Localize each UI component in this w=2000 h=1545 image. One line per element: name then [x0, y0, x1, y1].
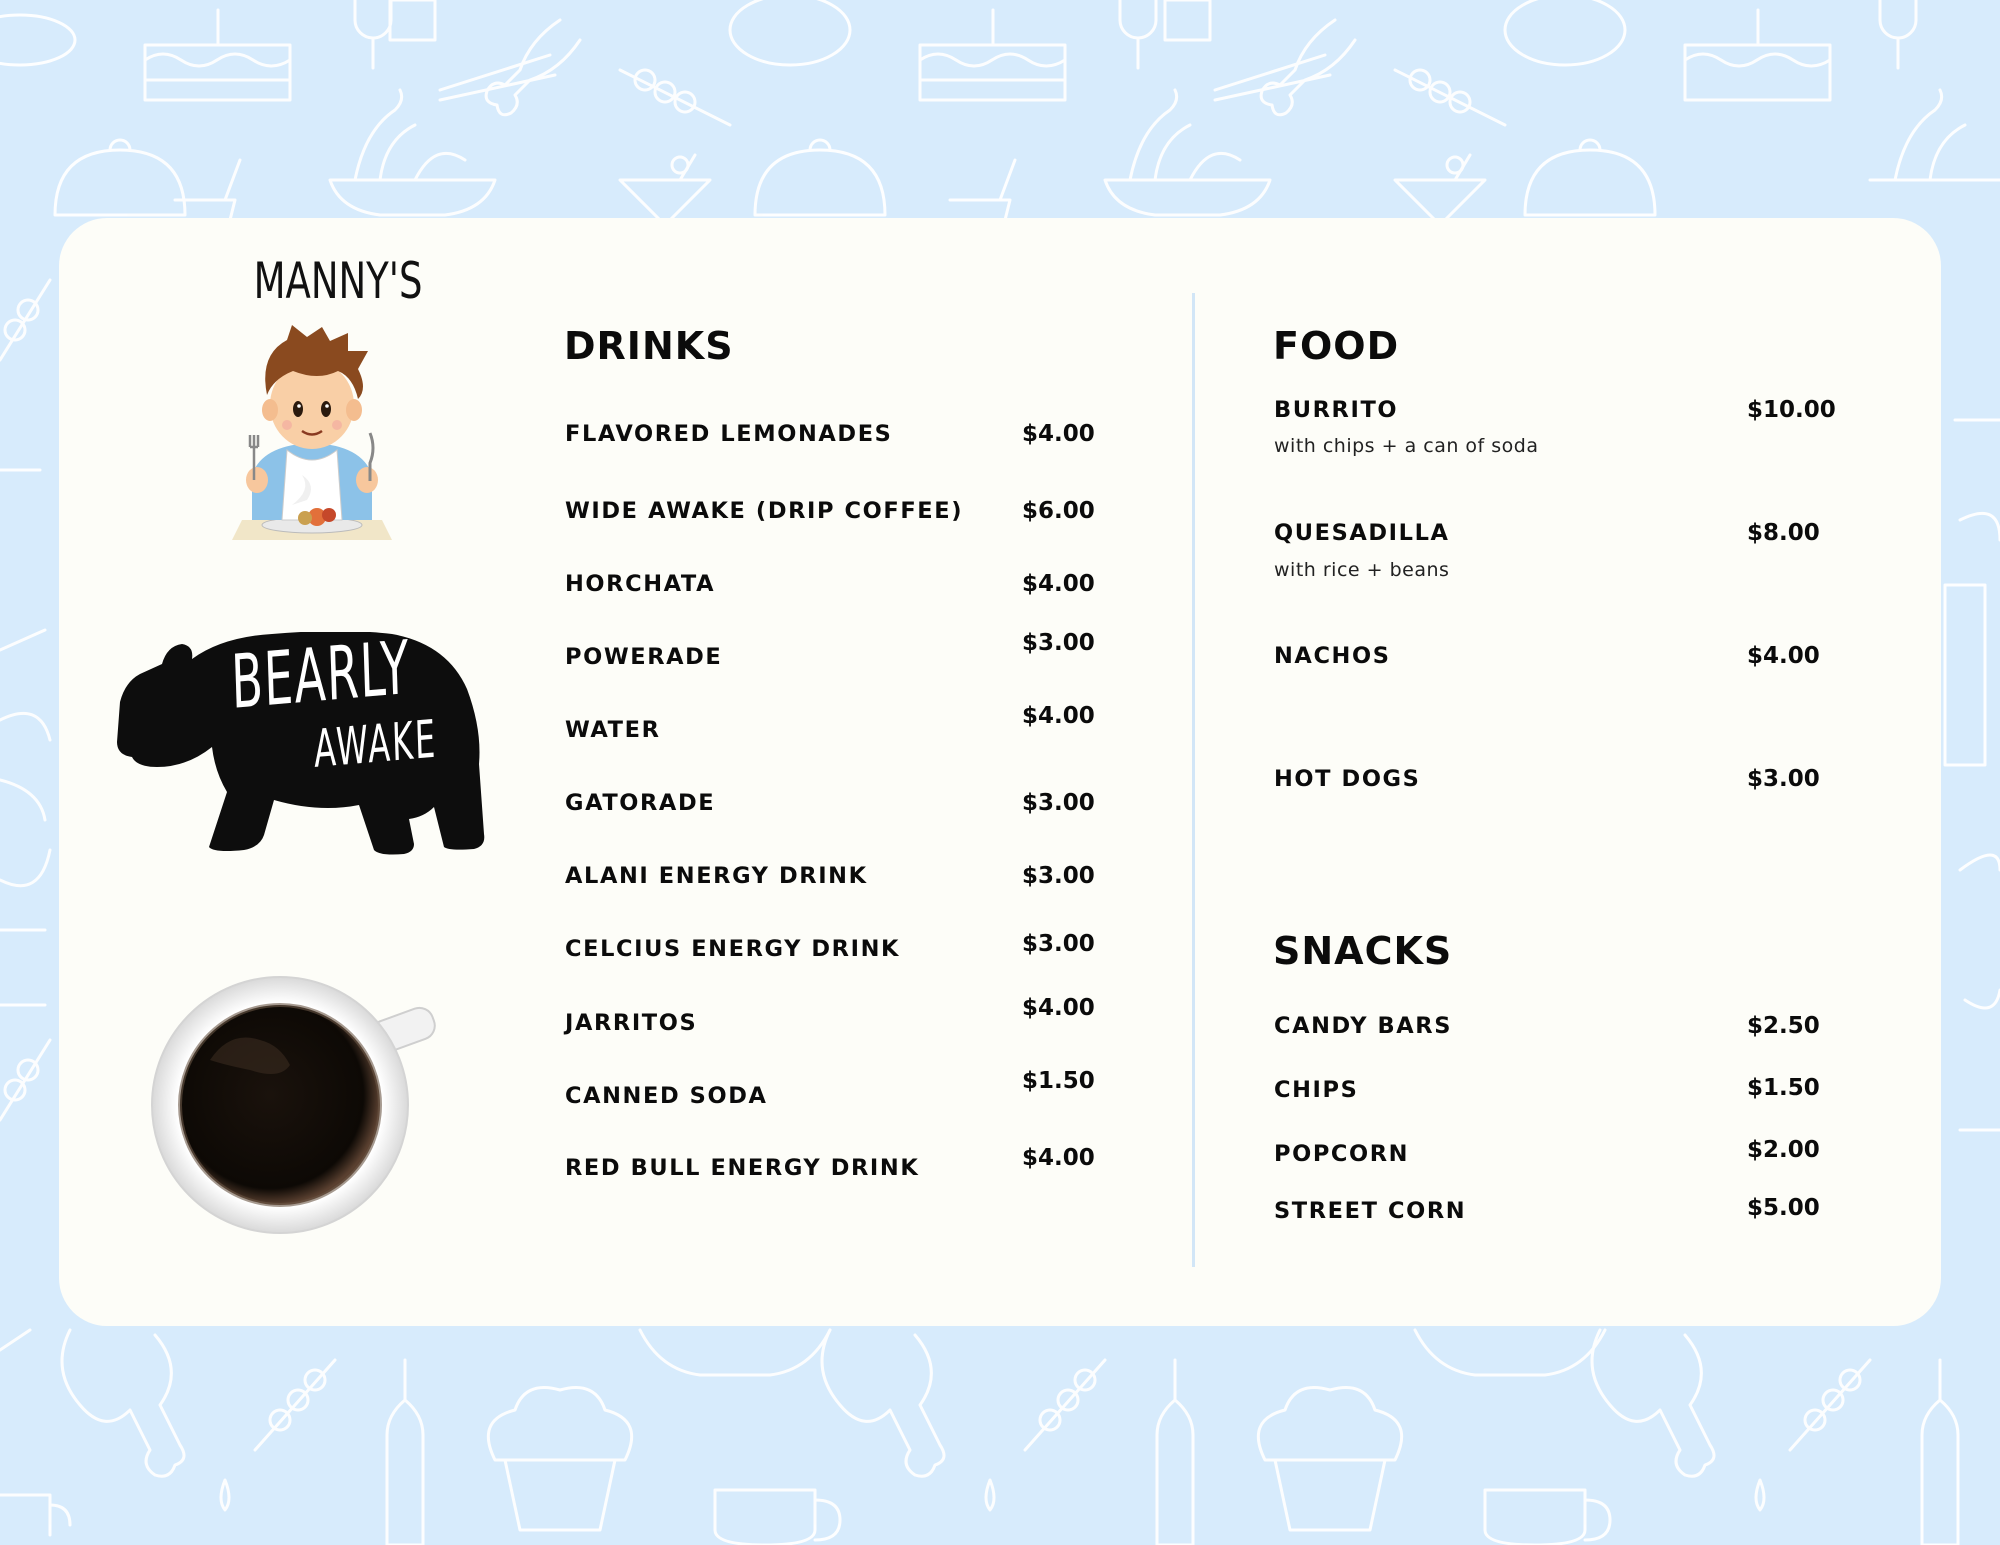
drink-price: $4.00: [1022, 571, 1095, 597]
skewer-icon: [255, 1360, 1870, 1450]
snack-price: $5.00: [1747, 1195, 1820, 1221]
drumstick-icon: [1261, 20, 1355, 115]
drink-name: JARRITOS: [565, 1010, 698, 1036]
badge-line-2: AWAKE: [313, 709, 439, 780]
drink-price: $3.00: [1022, 790, 1095, 816]
cake-icon: [920, 10, 1065, 100]
snack-price: $1.50: [1747, 1075, 1820, 1101]
column-divider: [1192, 293, 1195, 1267]
drumstick-icon: [486, 20, 580, 115]
noodle-bowl-icon: [1105, 55, 1330, 215]
snack-name: CHIPS: [1274, 1077, 1359, 1103]
badge-line-1: BEARLY: [230, 624, 412, 726]
drink-name: RED BULL ENERGY DRINK: [565, 1155, 920, 1181]
drink-name: WIDE AWAKE (DRIP COFFEE): [565, 498, 964, 524]
snack-name: CANDY BARS: [1274, 1013, 1453, 1039]
cake-icon: [1685, 10, 1830, 100]
food-title: FOOD: [1273, 324, 1400, 368]
drink-price: $4.00: [1022, 703, 1095, 729]
bottle-icon: [387, 1360, 1958, 1545]
snack-price: $2.00: [1747, 1137, 1820, 1163]
cupcake-icon: [488, 1388, 1401, 1531]
drink-price: $6.00: [1022, 498, 1095, 524]
cup-icon: [0, 1490, 1610, 1545]
food-description: with chips + a can of soda: [1274, 435, 1539, 457]
cloche-icon: [55, 140, 1655, 215]
skewer-icon: [0, 280, 50, 1120]
drink-price: $3.00: [1022, 863, 1095, 889]
snack-price: $2.50: [1747, 1013, 1820, 1039]
coffee-cup-icon: [150, 970, 470, 1235]
drink-name: CELCIUS ENERGY DRINK: [565, 936, 901, 962]
skewer-icon: [1395, 70, 1505, 125]
food-name: NACHOS: [1274, 643, 1391, 669]
drink-price: $4.00: [1022, 995, 1095, 1021]
drink-name: HORCHATA: [565, 571, 716, 597]
noodle-bowl-icon: [1870, 90, 2000, 180]
drink-name: CANNED SODA: [565, 1083, 768, 1109]
drinks-title: DRINKS: [564, 324, 734, 368]
food-price: $10.00: [1747, 397, 1836, 423]
food-price: $8.00: [1747, 520, 1820, 546]
food-name: BURRITO: [1274, 397, 1399, 423]
drink-name: FLAVORED LEMONADES: [565, 421, 893, 447]
food-price: $4.00: [1747, 643, 1820, 669]
noodle-bowl-icon: [330, 55, 555, 215]
food-name: HOT DOGS: [1274, 766, 1421, 792]
drink-price: $4.00: [1022, 1145, 1095, 1171]
cake-icon: [145, 10, 290, 100]
food-name: QUESADILLA: [1274, 520, 1450, 546]
drink-price: $3.00: [1022, 931, 1095, 957]
drink-price: $3.00: [1022, 630, 1095, 656]
drink-name: ALANI ENERGY DRINK: [565, 863, 868, 889]
food-description: with rice + beans: [1274, 559, 1450, 581]
drink-name: POWERADE: [565, 644, 723, 670]
boy-eating-illustration: [232, 325, 392, 540]
snack-name: STREET CORN: [1274, 1198, 1467, 1224]
snacks-title: SNACKS: [1273, 929, 1453, 973]
drink-price: $1.50: [1022, 1068, 1095, 1094]
skewer-icon: [620, 70, 730, 125]
snack-name: POPCORN: [1274, 1141, 1410, 1167]
drumstick-icon: [62, 1330, 1714, 1476]
brand-name: MANNY'S: [253, 252, 423, 310]
drink-price: $4.00: [1022, 421, 1095, 447]
drink-name: WATER: [565, 717, 661, 743]
food-price: $3.00: [1747, 766, 1820, 792]
drink-name: GATORADE: [565, 790, 716, 816]
